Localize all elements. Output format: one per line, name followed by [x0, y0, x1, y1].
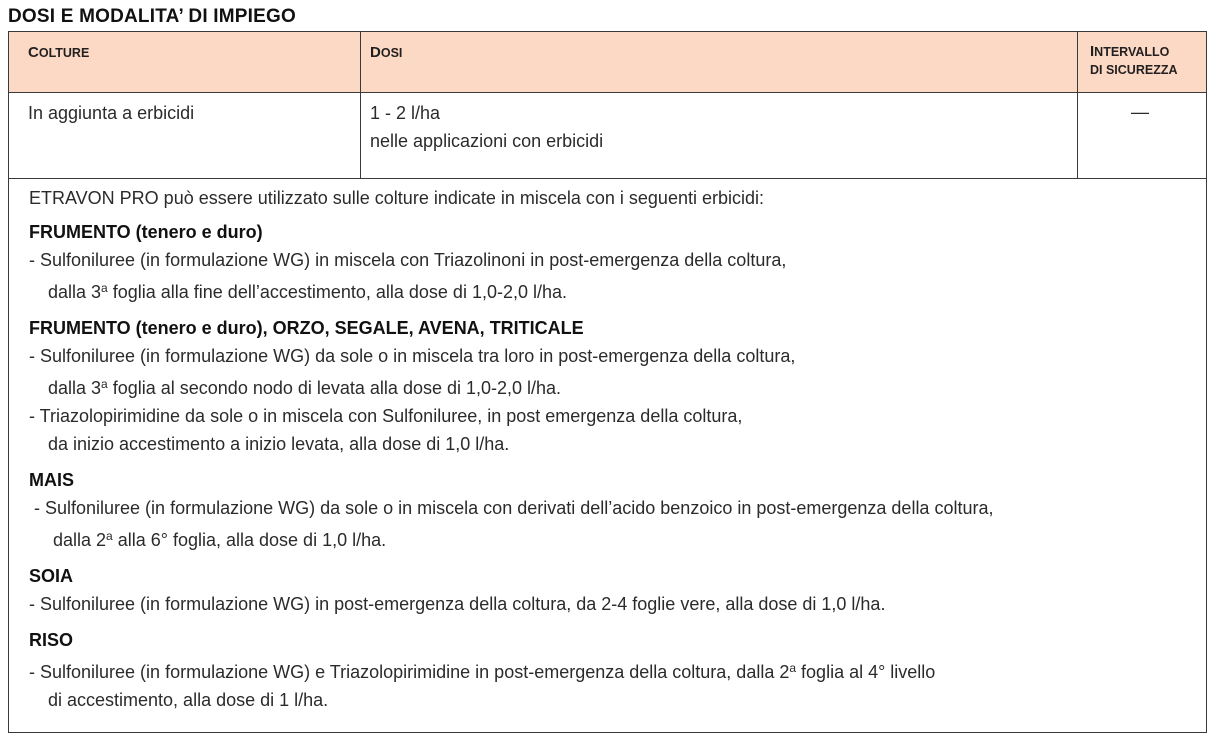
- usage-notes: [29, 184, 1199, 722]
- list-item: - Triazolopirimidine da sole o in miscela con Sulfoniluree, in post emergenza della coltura, da inizio accestimento a inizio levata, alla dose di 1,0 l/ha.: [29, 406, 743, 454]
- header-colture: COLTURE: [28, 44, 90, 61]
- section-soia: [29, 562, 1199, 618]
- crop-heading: FRUMENTO (tenero e duro): [29, 222, 263, 242]
- list-item: - Sulfoniluree (in formulazione WG) in post-emergenza della coltura, da 2-4 foglie vere, alla dose di 1,0 l/ha.: [29, 594, 886, 614]
- row-divider: [9, 178, 1206, 179]
- cell-intervallo: —: [1131, 102, 1149, 122]
- crop-heading: SOIA: [29, 566, 74, 586]
- cell-colture: In aggiunta a erbicidi: [28, 103, 195, 123]
- crop-heading: RISO: [29, 630, 74, 650]
- column-divider: [360, 32, 361, 178]
- header-dosi: DOSI: [370, 44, 403, 61]
- table-header: [9, 32, 1206, 93]
- dosage-table: [8, 31, 1207, 733]
- header-intervallo-sicurezza: INTERVALLO DI SICUREZZA: [1090, 43, 1178, 77]
- section-title: DOSI E MODALITA’ DI IMPIEGO: [8, 6, 296, 27]
- crop-heading: MAIS: [29, 470, 74, 490]
- intro-text: ETRAVON PRO può essere utilizzato sulle colture indicate in miscela con i seguenti erbicidi:: [29, 188, 764, 208]
- crop-heading: FRUMENTO (tenero e duro), ORZO, SEGALE, AVENA, TRITICALE: [29, 318, 584, 338]
- section-mais: [29, 466, 1199, 554]
- list-item: - Sulfoniluree (in formulazione WG) da sole o in miscela con derivati dell’acido benzoico in post-emergenza della coltura, dalla 2$^a$ alla 6° foglia, alla dose di 1,0 l/ha.: [34, 498, 994, 550]
- column-divider: [1077, 32, 1078, 178]
- list-item: - Sulfoniluree (in formulazione WG) e Triazolopirimidine in post-emergenza della coltura, dalla 2$^a$ foglia al 4° livello di accestimento, alla dose di 1 l/ha.: [29, 661, 936, 710]
- list-item: - Sulfoniluree (in formulazione WG) in miscela con Triazolinoni in post-emergenza della coltura, dalla 3$^a$ foglia alla fine dell’accestimento, alla dose di 1,0-2,0 l/ha.: [29, 250, 787, 302]
- section-frumento: [29, 218, 1199, 306]
- cell-dosi: 1 - 2 l/ha nelle applicazioni con erbicidi: [370, 103, 604, 151]
- section-cereali: [29, 314, 1199, 458]
- section-riso: [29, 626, 1199, 714]
- list-item: - Sulfoniluree (in formulazione WG) da sole o in miscela tra loro in post-emergenza della coltura, dalla 3$^a$ foglia al secondo nodo di levata alla dose di 1,0-2,0 l/ha.: [29, 346, 796, 398]
